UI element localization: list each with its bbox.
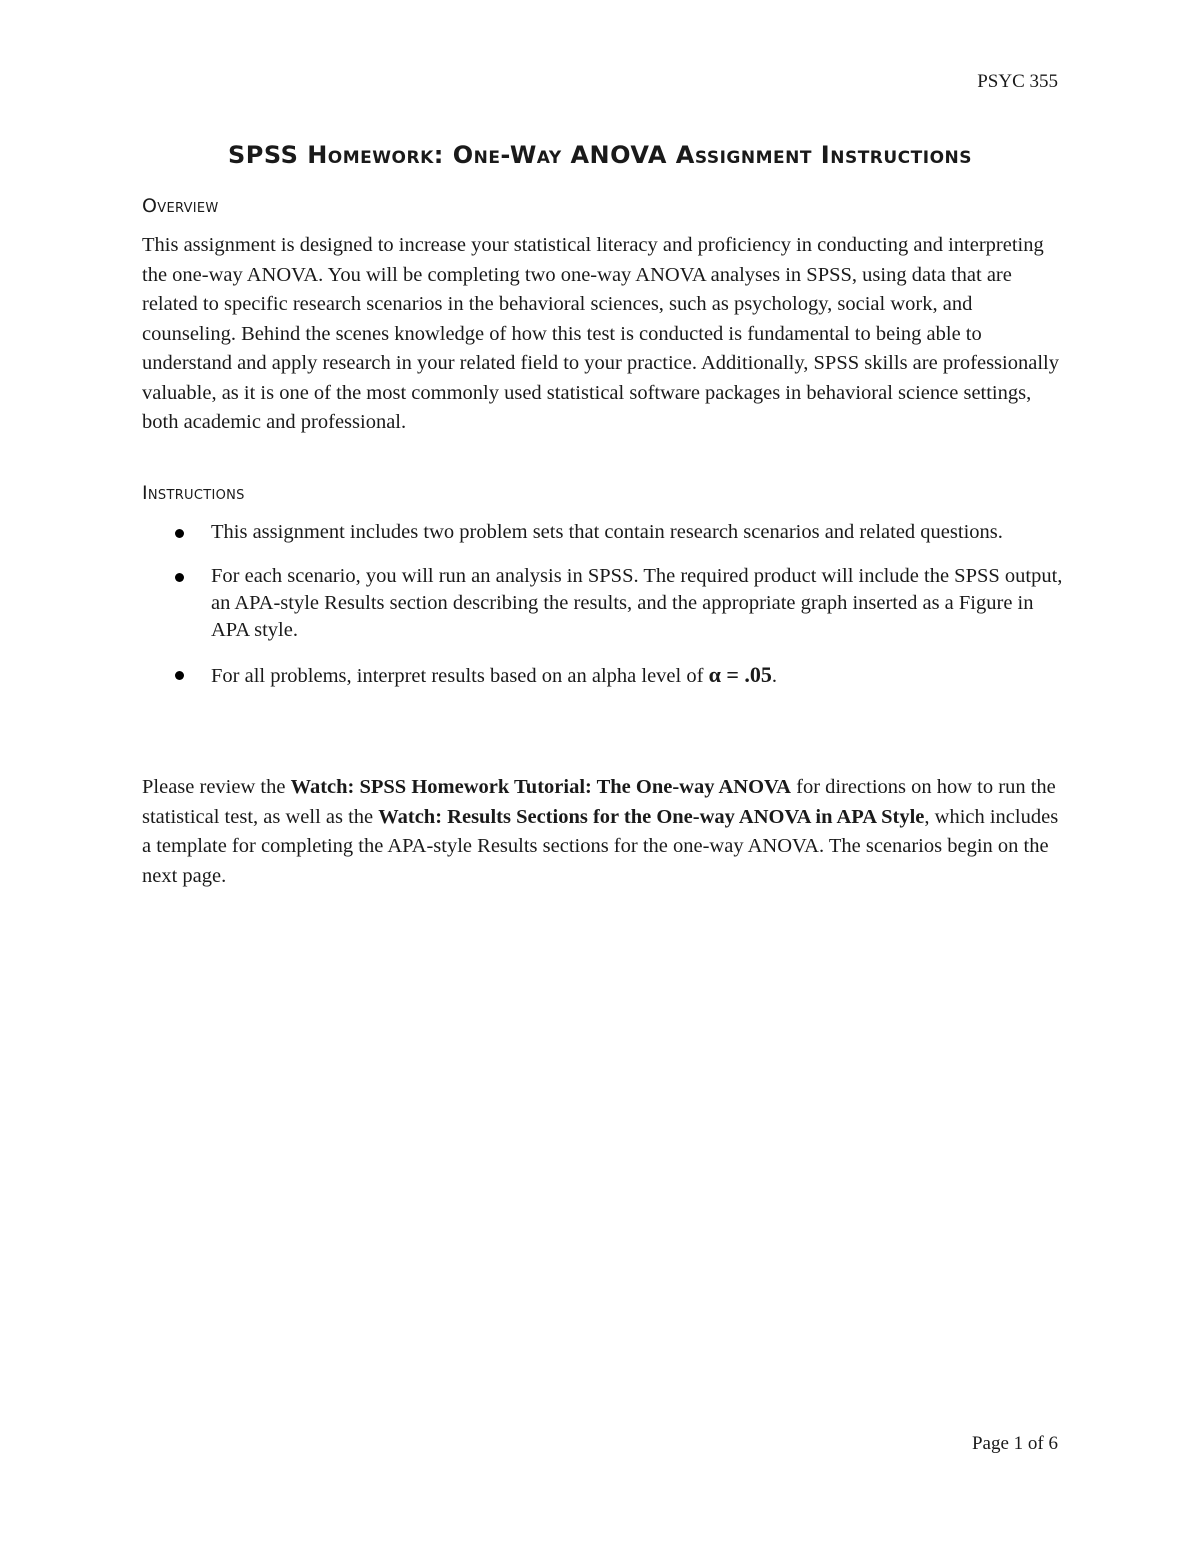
bullet-icon <box>175 671 184 680</box>
instruction-text-prefix: For all problems, interpret results based on an alpha level of <box>211 665 709 687</box>
closing-paragraph <box>142 773 1067 891</box>
instructions-list <box>142 519 1067 707</box>
instruction-text-suffix: . <box>771 665 778 687</box>
bullet-icon <box>175 529 184 538</box>
page-number: Page 1 of 6 <box>971 1433 1058 1454</box>
tutorial-reference: Watch: SPSS Homework Tutorial: The One-way ANOVA <box>290 776 791 798</box>
results-reference: Watch: Results Sections for the One-way ANOVA in APA Style <box>378 805 925 828</box>
instruction-item <box>142 661 1067 690</box>
closing-text: Please review the <box>142 776 291 798</box>
instruction-item <box>142 563 1067 644</box>
instruction-item <box>142 519 1067 546</box>
page-title: SPSS Homework: One-Way ANOVA Assignment Instructions <box>227 141 973 169</box>
closing-text: for directions on how to run the statistical test, as well as the <box>142 776 1056 828</box>
course-code: PSYC 355 <box>977 71 1058 92</box>
overview-heading: Overview <box>142 195 219 217</box>
bullet-icon <box>175 573 184 582</box>
instruction-text: For each scenario, you will run an analysis in SPSS. The required product will include the SPSS output, an APA-style Results section describing the results, and the appropriate graph inserted as a Figure in APA style. <box>211 565 1063 641</box>
closing-text: , which includes a template for completing the APA-style Results sections for the one-way ANOVA. The scenarios begin on the next page. <box>142 805 1059 887</box>
overview-paragraph: This assignment is designed to increase your statistical literacy and proficiency in conducting and interpreting the one-way ANOVA. You will be completing two one-way ANOVA analyses in SPSS, using data that are related to specific research scenarios in the behavioral sciences, such as psychology, social work, and counseling. Behind the scenes knowledge of how this test is conducted is fundamental to being able to understand and apply research in your related field to your practice. Additionally, SPSS skills are professionally valuable, as it is one of the most commonly used statistical software packages in behavioral science settings, both academic and professional. <box>142 234 1059 433</box>
alpha-level: α = .05 <box>708 662 772 687</box>
instructions-heading: Instructions <box>142 482 245 504</box>
instruction-text: This assignment includes two problem sets that contain research scenarios and related questions. <box>211 521 1003 543</box>
